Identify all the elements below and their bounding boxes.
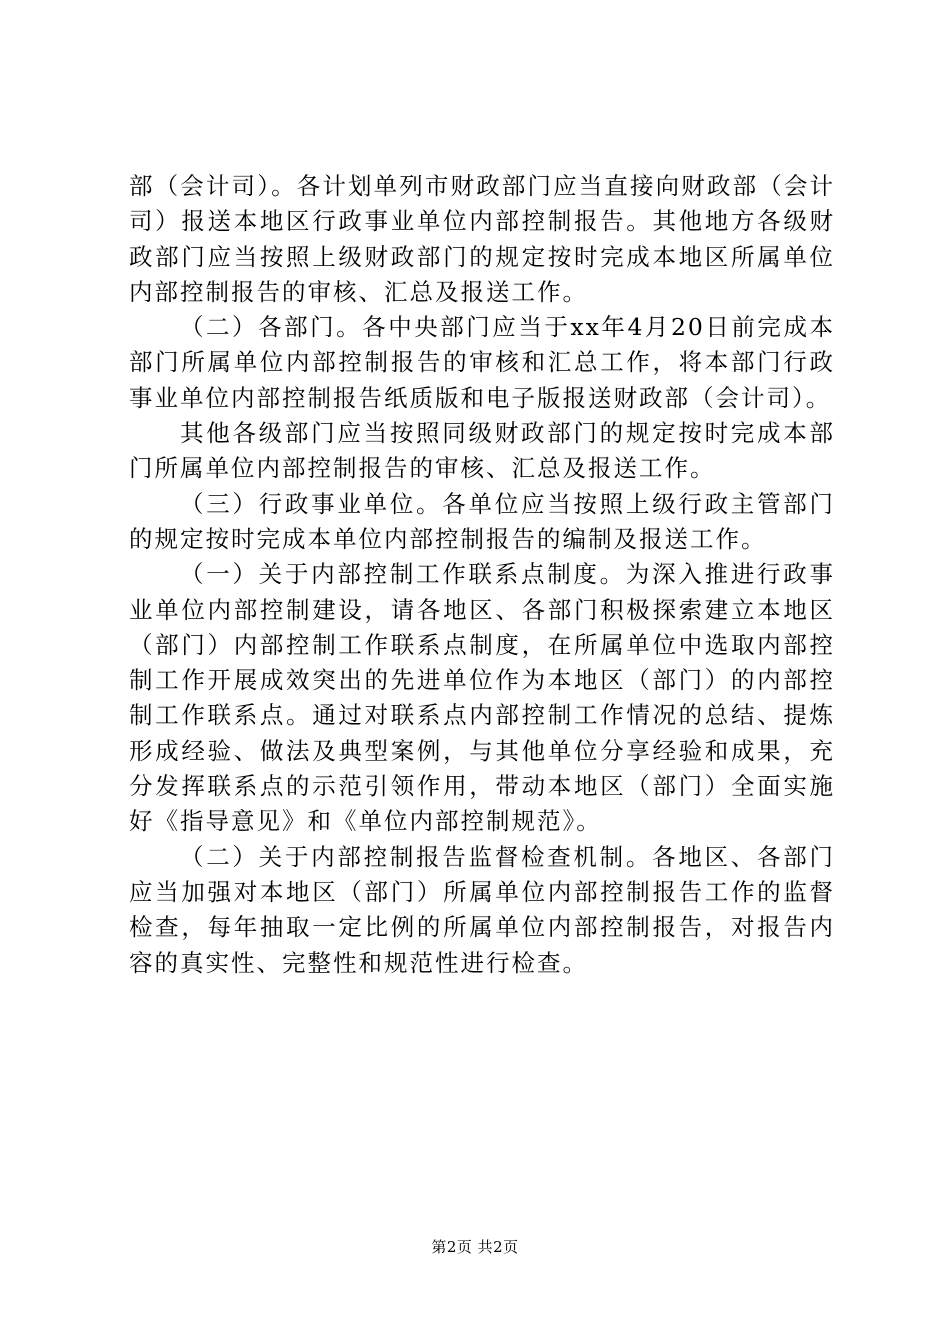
paragraph-departments: （二）各部门。各中央部门应当于xx年4月20日前完成本部门所属单位内部控制报告的审核和汇总工作，将本部门行政事业单位内部控制报告纸质版和电子版报送财政部（会计司）。 (129, 313, 835, 412)
paragraph-contact-point-system: （一）关于内部控制工作联系点制度。为深入推进行政事业单位内部控制建设，请各地区、各部门积极探索建立本地区（部门）内部控制工作联系点制度，在所属单位中选取内部控制工作开展成效突出的先进单位作为本地区（部门）的内部控制工作联系点。通过对联系点内部控制工作情况的总结、提炼形成经验、做法及典型案例，与其他单位分享经验和成果，充分发挥联系点的示范引领作用，带动本地区（部门）全面实施好《指导意见》和《单位内部控制规范》。 (129, 560, 835, 836)
paragraph-administrative-units: （三）行政事业单位。各单位应当按照上级行政主管部门的规定按时完成本单位内部控制报告的编制及报送工作。 (129, 489, 835, 553)
paragraph-supervision-mechanism: （二）关于内部控制报告监督检查机制。各地区、各部门应当加强对本地区（部门）所属单位内部控制报告工作的监督检查，每年抽取一定比例的所属单位内部控制报告，对报告内容的真实性、完整性和规范性进行检查。 (129, 842, 835, 977)
page-number-footer: 第2页 共2页 (431, 1238, 519, 1256)
document-body (129, 169, 835, 981)
paragraph-continued: 部（会计司）。各计划单列市财政部门应当直接向财政部（会计司）报送本地区行政事业单位内部控制报告。其他地方各级财政部门应当按照上级财政部门的规定按时完成本地区所属单位内部控制报告的审核、汇总及报送工作。 (129, 172, 835, 306)
paragraph-other-departments: 其他各级部门应当按照同级财政部门的规定按时完成本部门所属单位内部控制报告的审核、汇总及报送工作。 (129, 419, 835, 483)
